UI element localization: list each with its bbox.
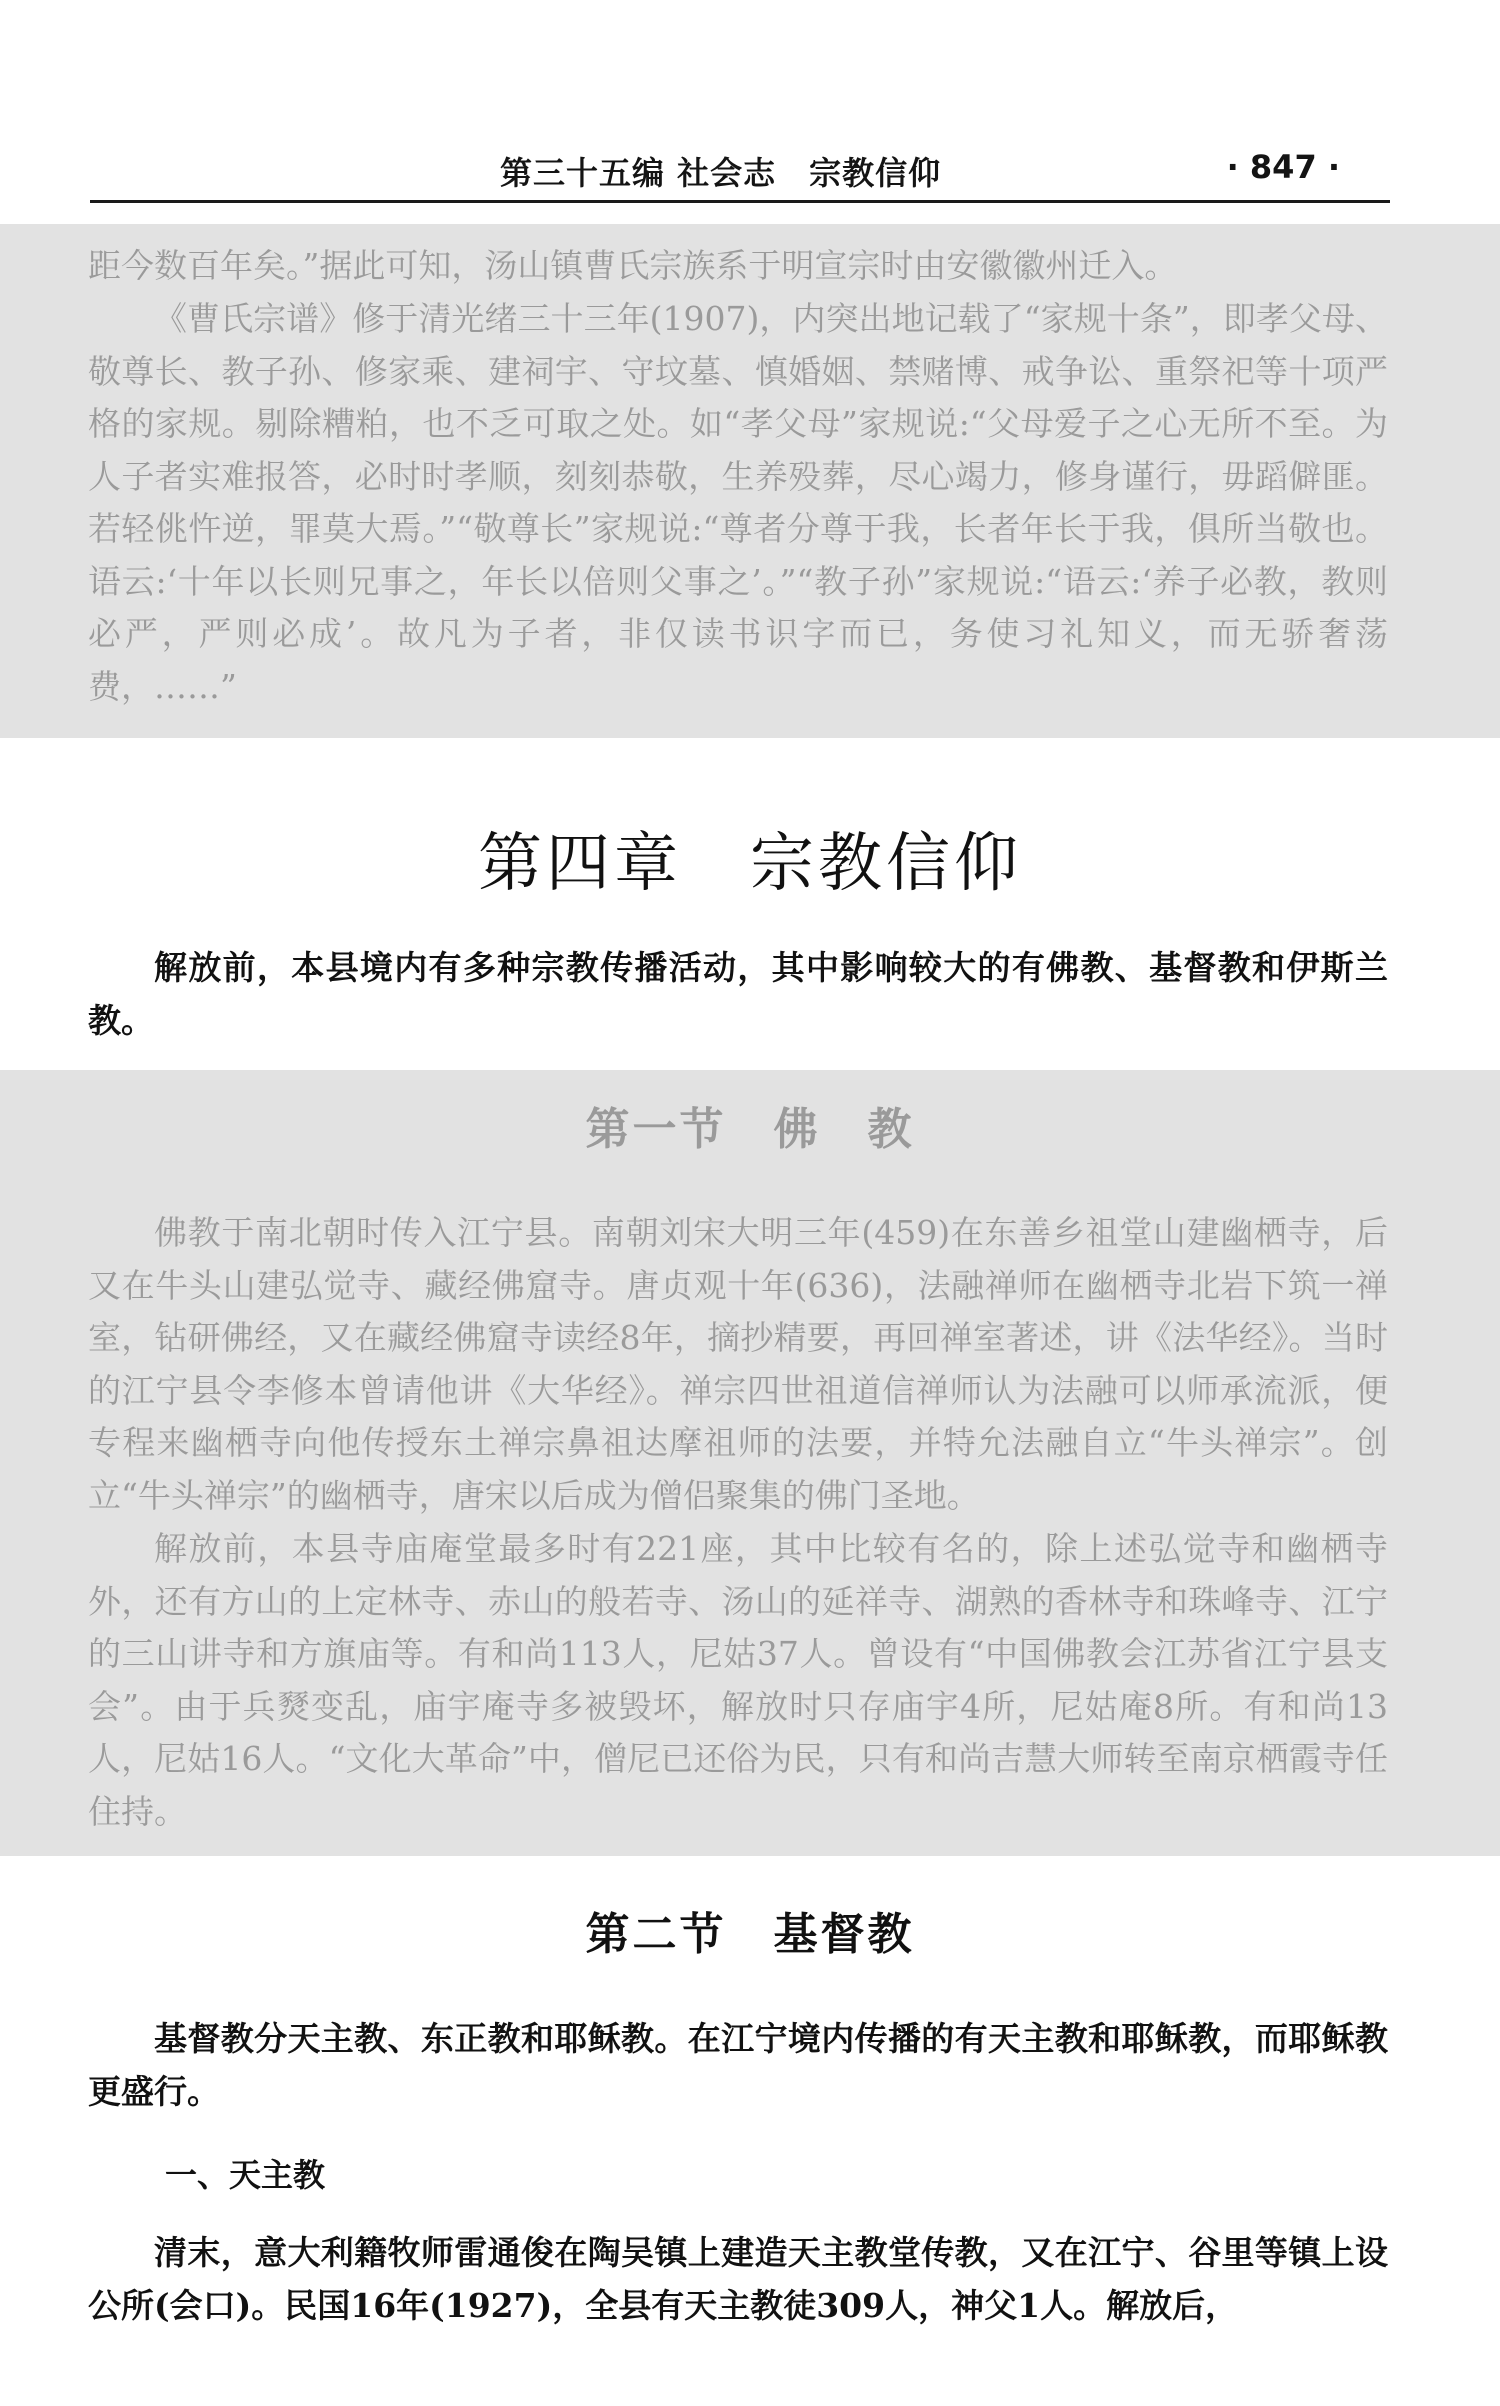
continuation-paragraph-1: 距今数百年矣。”据此可知，汤山镇曹氏宗族系于明宣宗时由安徽徽州迁入。 (88, 246, 1178, 285)
page-header (90, 138, 1390, 198)
catholicism-paragraph-1: 清末，意大利籍牧师雷通俊在陶吴镇上建造天主教堂传教，又在江宁、谷里等镇上设公所(会口)。民国16年(1927)，全县有天主教徒309人，神父1人。解放后， (88, 2233, 1388, 2325)
chapter-title: 第四章 宗教信仰 (478, 827, 1022, 901)
buddhism-paragraph-1: 佛教于南北朝时传入江宁县。南朝刘宋大明三年(459)在东善乡祖堂山建幽栖寺，后又在牛头山建弘觉寺、藏经佛窟寺。唐贞观十年(636)，法融禅师在幽栖寺北岩下筑一禅室，钻研佛经，又在藏经佛窟寺读经8年，摘抄精要，再回禅室著述，讲《法华经》。当时的江宁县令李修本曾请他讲《大华经》。禅宗四世祖道信禅师认为法融可以师承流派，便专程来幽栖寺向他传授东土禅宗鼻祖达摩祖师的法要，并特允法融自立“牛头禅宗”。创立“牛头禅宗”的幽栖寺，唐宋以后成为僧侣聚集的佛门圣地。 (88, 1213, 1388, 1515)
chapter-intro-paragraph: 解放前，本县境内有多种宗教传播活动，其中影响较大的有佛教、基督教和伊斯兰教。 (88, 948, 1388, 1040)
section-title-christianity: 第二节 基督教 (585, 1909, 915, 1960)
subsection-title-catholicism: 一、天主教 (165, 2156, 326, 2194)
continuation-paragraph-2: 《曹氏宗谱》修于清光绪三十三年(1907)，内突出地记载了“家规十条”，即孝父母、敬尊长、教子孙、修家乘、建祠宇、守坟墓、慎婚姻、禁赌博、戒争讼、重祭祀等十项严格的家规。剔除糟粕，也不乏可取之处。如“孝父母”家规说:“父母爱子之心无所不至。为人子者实难报答，必时时孝顺，刻刻恭敬，生养殁葬，尽心竭力，修身谨行，毋蹈僻匪。若轻佻忤逆，罪莫大焉。”“敬尊长”家规说:“尊者分尊于我，长者年长于我，俱所当敬也。语云:‘十年以长则兄事之，年长以倍则父事之’。”“教子孙”家规说:“语云:‘养子必教，教则必严，严则必成’。故凡为子者，非仅读书识字而已，务使习礼知义，而无骄奢荡费，……” (88, 299, 1388, 706)
christianity-paragraph-1: 基督教分天主教、东正教和耶稣教。在江宁境内传播的有天主教和耶稣教，而耶稣教更盛行。 (88, 2019, 1388, 2111)
buddhism-paragraph-2: 解放前，本县寺庙庵堂最多时有221座，其中比较有名的，除上述弘觉寺和幽栖寺外，还有方山的上定林寺、赤山的般若寺、汤山的延祥寺、湖熟的香林寺和珠峰寺、江宁的三山讲寺和方旗庙等。有和尚113人，尼姑37人。曾设有“中国佛教会江苏省江宁县支会”。由于兵燹变乱，庙宇庵寺多被毁坏，解放时只存庙宇4所，尼姑庵8所。有和尚13人，尼姑16人。“文化大革命”中，僧尼已还俗为民，只有和尚吉慧大师转至南京栖霞寺任住持。 (88, 1529, 1388, 1831)
running-title: 第三十五编 社会志 宗教信仰 (500, 154, 942, 192)
section-title-buddhism: 第一节 佛 教 (585, 1104, 915, 1155)
page-number: · 847 · (1226, 148, 1340, 186)
header-rule (90, 200, 1390, 203)
